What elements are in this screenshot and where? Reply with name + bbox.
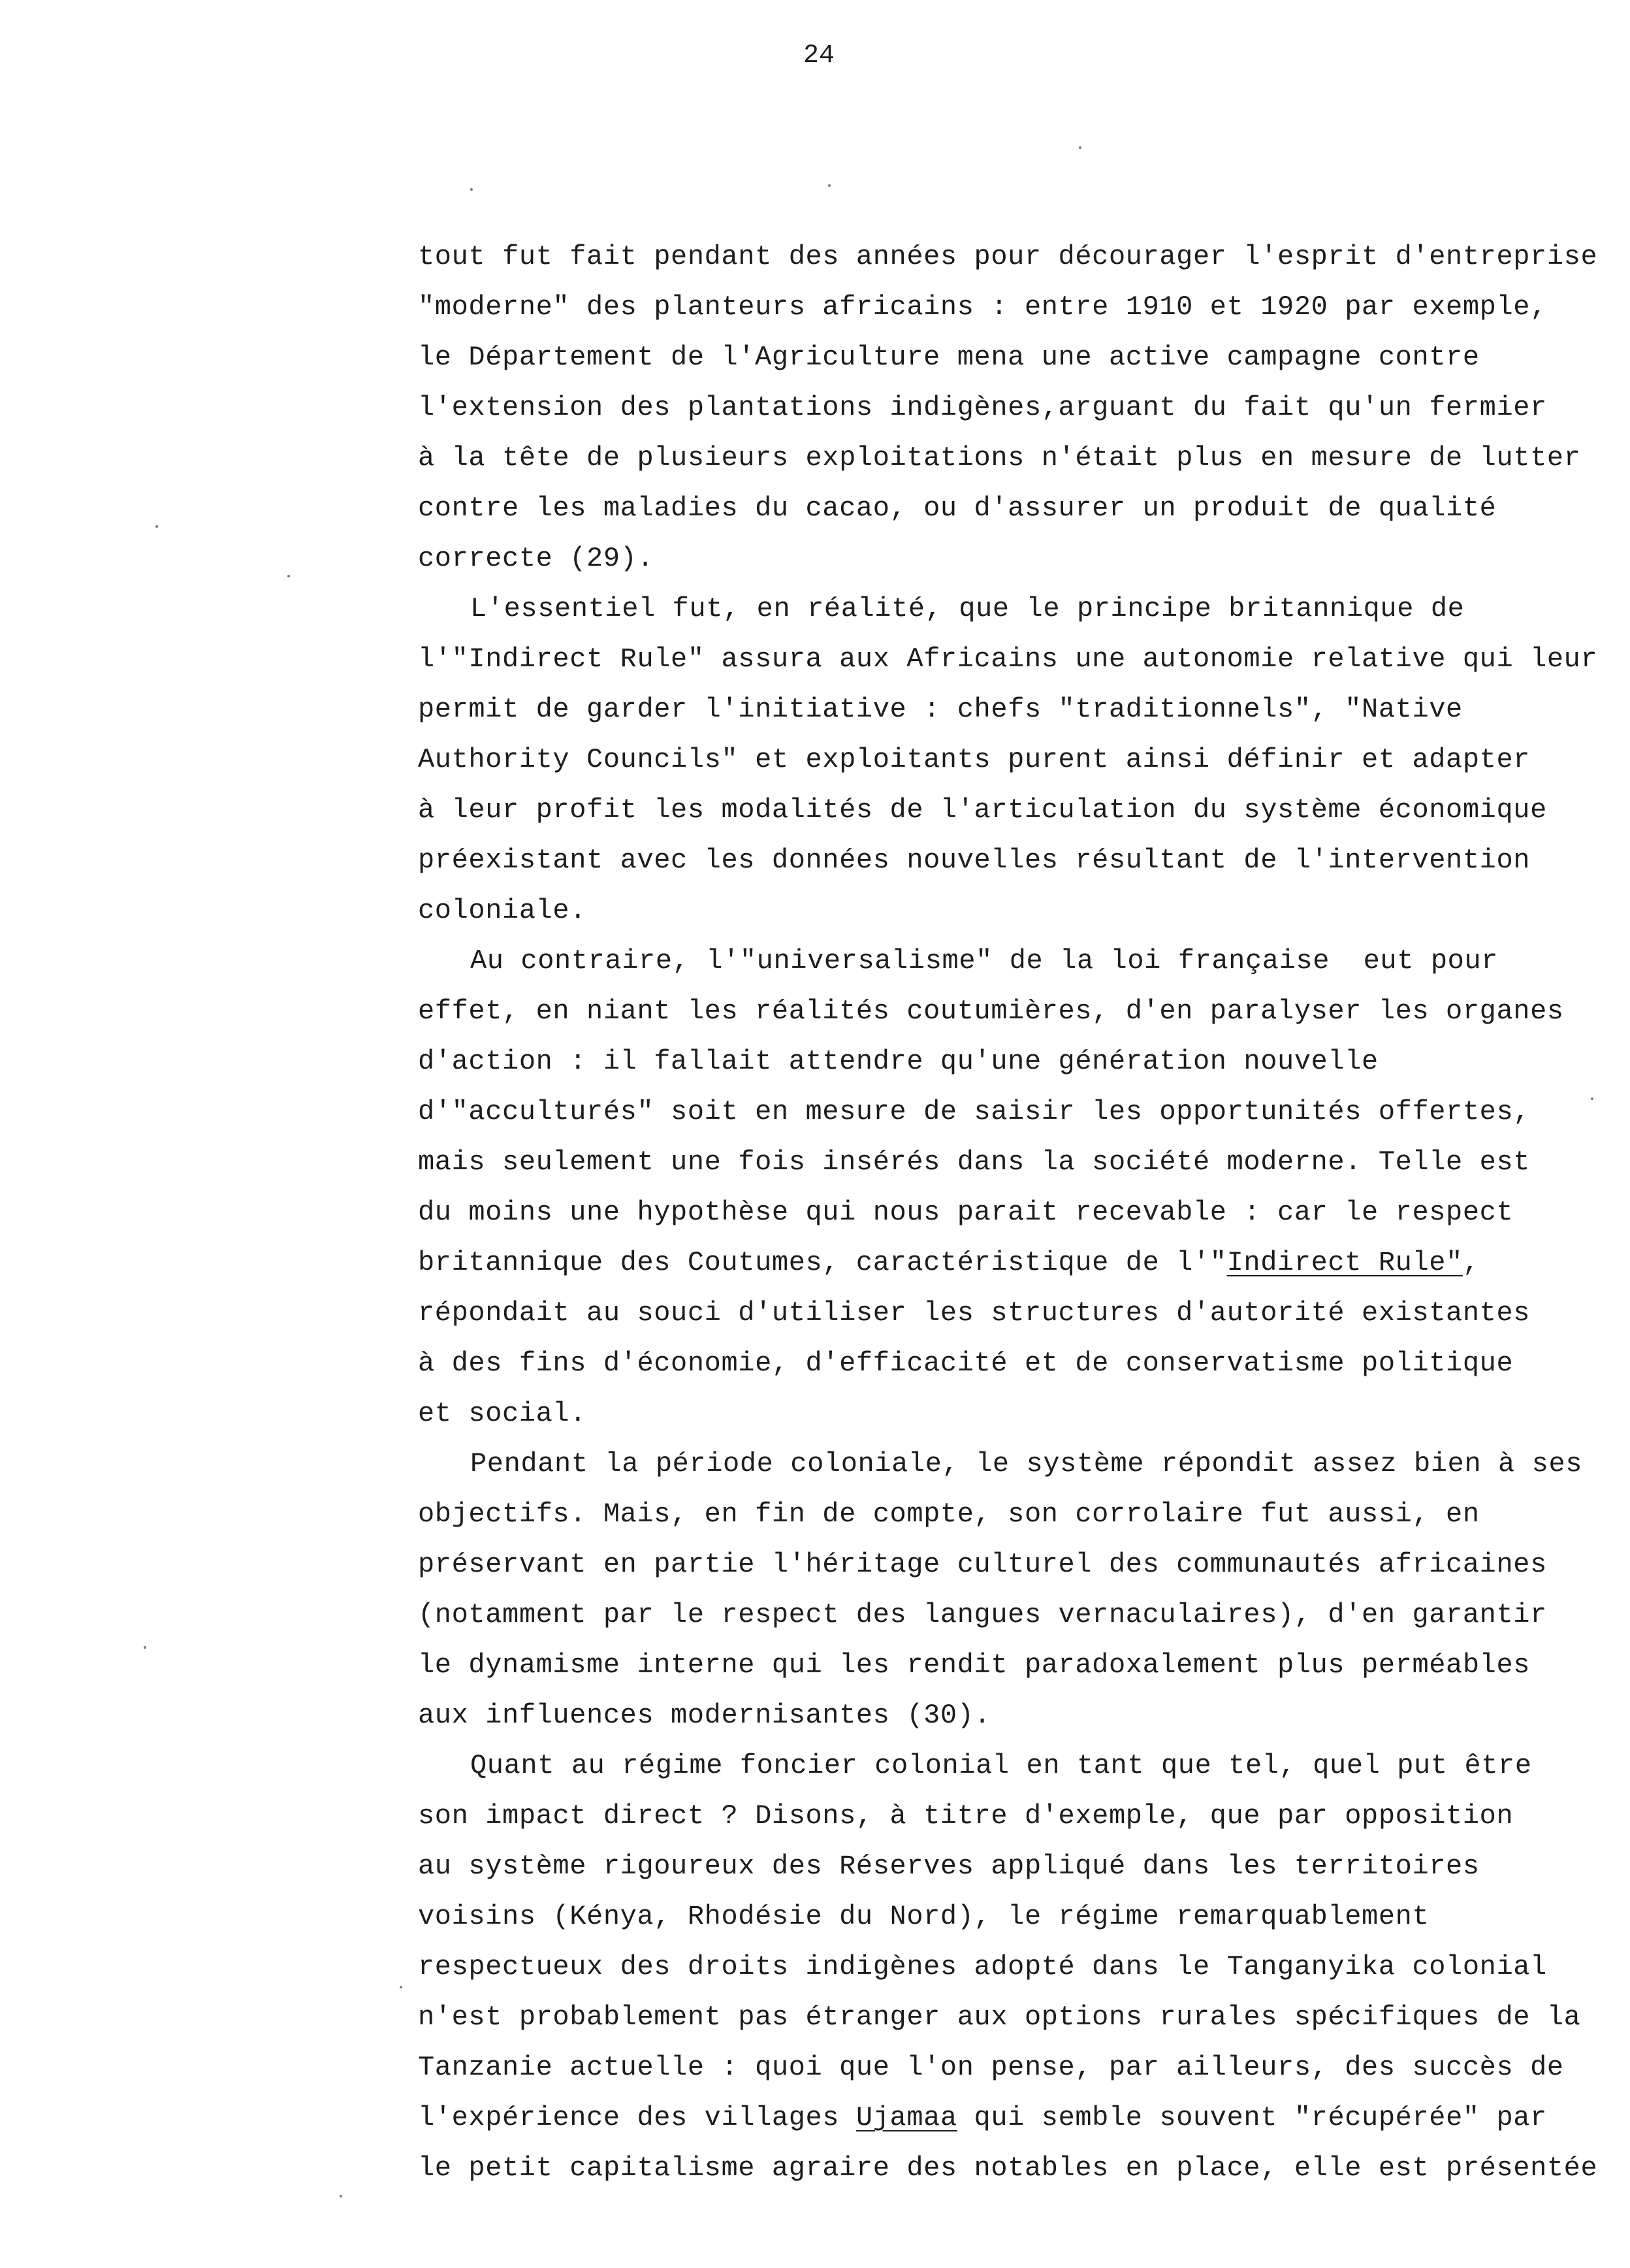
text-fragment: , [1462,1247,1480,1278]
scan-speck [155,525,158,528]
scan-speck [340,2195,342,2197]
text-line: Pendant la période coloniale, le système répondit assez bien à ses [470,1448,1583,1480]
text-line: tout fut fait pendant des années pour décourager l'esprit d'entreprise [418,241,1598,272]
text-line: à leur profit les modalités de l'articulation du système économique [418,794,1547,826]
text-line: le Département de l'Agriculture mena une active campagne contre [418,342,1480,373]
text-line-with-underline [418,1238,1567,1288]
scan-speck [144,1646,146,1649]
scan-speck [470,188,473,191]
text-line: d'"acculturés" soit en mesure de saisir les opportunités offertes, [418,1096,1531,1127]
text-line: l'"Indirect Rule" assura aux Africains une autonomie relative qui leur [418,643,1598,675]
paragraph [418,1439,1583,1741]
paragraph [418,936,1567,1439]
scan-speck [828,184,831,187]
text-line: le dynamisme interne qui les rendit paradoxalement plus perméables [418,1649,1531,1681]
text-line: Au contraire, l'"universalisme" de la loi française eut pour [470,945,1499,977]
paragraph [418,1741,1598,2194]
underlined-term: Indirect Rule" [1226,1247,1463,1278]
text-line: objectifs. Mais, en fin de compte, son corrolaire fut aussi, en [418,1498,1480,1530]
scan-speck [1591,1097,1593,1100]
text-fragment: britannique des Coutumes, caractéristique de l'" [418,1247,1227,1278]
text-line: effet, en niant les réalités coutumières, d'en paralyser les organes [418,996,1564,1027]
text-line: L'essentiel fut, en réalité, que le principe britannique de [470,593,1465,624]
text-line: "moderne" des planteurs africains : entre 1910 et 1920 par exemple, [418,291,1547,323]
scan-speck [400,1986,402,1988]
text-line: au système rigoureux des Réserves appliqué dans les territoires [418,1851,1480,1882]
text-line: voisins (Kénya, Rhodésie du Nord), le régime remarquablement [418,1901,1430,1932]
text-line-with-underline [418,2093,1567,2143]
text-line: mais seulement une fois insérés dans la société moderne. Telle est [418,1146,1531,1178]
text-line: Tanzanie actuelle : quoi que l'on pense, par ailleurs, des succès de [418,2052,1564,2083]
text-line: permit de garder l'initiative : chefs "traditionnels", "Native [418,694,1463,725]
scan-speck [1079,146,1081,149]
text-line: et social. [418,1398,587,1429]
text-line: coloniale. [418,895,587,926]
text-line: correcte (29). [418,543,654,574]
text-line: préservant en partie l'héritage culturel des communautés africaines [418,1549,1547,1580]
text-line: son impact direct ? Disons, à titre d'exemple, que par opposition [418,1800,1514,1832]
text-line: l'extension des plantations indigènes,arguant du fait qu'un fermier [418,392,1547,423]
text-line: respectueux des droits indigènes adopté dans le Tanganyika colonial [418,1951,1547,1983]
text-line: préexistant avec les données nouvelles résultant de l'intervention [418,845,1531,876]
text-line: contre les maladies du cacao, ou d'assurer un produit de qualité [418,493,1497,524]
text-line: à des fins d'économie, d'efficacité et de conservatisme politique [418,1348,1514,1379]
text-line: à la tête de plusieurs exploitations n'était plus en mesure de lutter [418,442,1581,474]
text-line: aux influences modernisantes (30). [418,1700,991,1731]
paragraph [418,232,1598,584]
body-text [418,232,1598,2194]
page-number: 24 [803,41,835,71]
text-fragment: qui semble souvent "récupérée" par [957,2102,1547,2133]
paragraph [418,584,1598,936]
text-line: le petit capitalisme agraire des notables en place, elle est présentée [418,2152,1598,2184]
text-line: du moins une hypothèse qui nous parait recevable : car le respect [418,1197,1514,1228]
text-line: (notamment par le respect des langues vernaculaires), d'en garantir [418,1599,1547,1630]
text-line: Quant au régime foncier colonial en tant que tel, quel put être [470,1750,1532,1781]
text-line: Authority Councils" et exploitants purent ainsi définir et adapter [418,744,1531,775]
text-fragment: l'expérience des villages [418,2102,856,2133]
underlined-term: Ujamaa [855,2102,957,2133]
text-line: n'est probablement pas étranger aux options rurales spécifiques de la [418,2001,1581,2033]
text-line: répondait au souci d'utiliser les structures d'autorité existantes [418,1297,1531,1329]
text-line: d'action : il fallait attendre qu'une génération nouvelle [418,1046,1379,1077]
scan-speck [287,575,290,577]
